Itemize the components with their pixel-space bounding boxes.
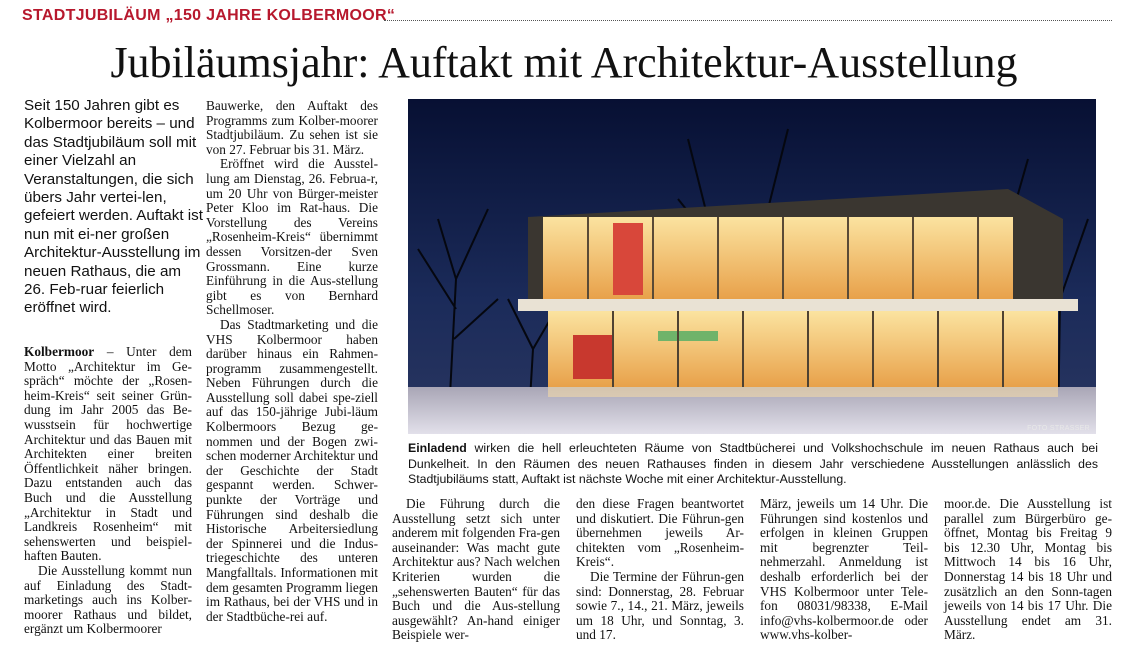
column-4-paragraph-1: den diese Fragen beantwortet und diskutiert. Die Führun-gen übernehmen jeweils Ar-chitekten vom „Rosenheim-Kreis“. [576, 496, 744, 570]
headline: Jubiläumsjahr: Auftakt mit Architektur-Ausstellung [110, 38, 1018, 87]
article-column-6 [944, 497, 1112, 643]
article-column-5 [760, 497, 928, 643]
column-2-paragraph-1: Bauwerke, den Auftakt des Programms zum Kolber-moorer Stadtjubiläum. Zu sehen ist sie von 27. Februar bis 31. März. [206, 98, 378, 157]
green-shelves [658, 331, 718, 341]
photo-credit: FOTO STRASSER [1027, 425, 1090, 432]
column-6-paragraph-1: moor.de. Die Ausstellung ist parallel zum Bürgerbüro ge-öffnet, Montag bis Freitag 9 bis 12.30 Uhr, Montag bis Mittwoch 14 bis 16 Uhr, Donnerstag 14 bis 18 Uhr und zusätzlich an den Sonn-tagen jeweils von 14 bis 17 Uhr. Die Ausstellung endet am 31. März. [944, 496, 1112, 643]
caption-lead: Einladend [408, 441, 467, 455]
ground-windows [548, 311, 1058, 387]
column-5-paragraph-1: März, jeweils um 14 Uhr. Die Führungen sind kostenlos und erfolgen in kleinen Gruppen mit begrenzter Teil-nehmerzahl. Anmeldung ist deshalb erforderlich bei der VHS Kolbermoor unter Tele-fon 08031/98338, E-Mail info@vhs-kolbermoor.de oder www.vhs-kolber- [760, 496, 928, 643]
caption-text: wirken die hell erleuchteten Räume von Stadtbücherei und Volkshochschule im neuen Rathaus auch bei Dunkelheit. In den Räumen des neuen Rathauses finden in diesem Jahr verschiedene Ausstellungen anlässlich des Stadtjubiläums statt, Auftakt ist nächste Woche mit einer Architektur-Ausstellung. [408, 441, 1098, 487]
kicker-row [22, 7, 1112, 29]
red-curtain [613, 223, 643, 295]
dotted-rule [384, 20, 1112, 21]
floor-slab [518, 299, 1078, 311]
article-column-4 [576, 497, 744, 643]
red-furniture [573, 335, 613, 379]
rathaus-illustration [408, 99, 1096, 434]
light-reflection [548, 387, 1058, 397]
article-column-3 [392, 497, 560, 643]
lead-paragraph: Seit 150 Jahren gibt es Kolbermoor bereits – und das Stadtjubiläum soll mit einer Vielzahl an Veranstaltungen, die sich übers Jahr vertei-len, gefeiert werden. Auftakt ist nun mit ei-ner großen Architektur-Ausstellung im neuen Rathaus, die am 26. Feb-ruar feierlich eröffnet wird. [24, 97, 203, 317]
column-2-paragraph-3: Das Stadtmarketing und die VHS Kolbermoor haben darüber hinaus ein Rahmen-programm zusammengestellt. Neben Führungen durch die Ausstellung soll dabei spe-ziell auf das 150-jährige Jubi-läum Kolbermoors Bezug ge-nommen und der Bogen zwi-schen moderner Architektur und der Geschichte der Stadt gespannt werden. Schwer-punkte der Vorträge und Führungen sind deshalb die Historische Arbeitersiedlung der Spinnerei und die Indus-triegeschichte des unteren Mangfalltals. Informationen mit dem gesamten Programm liegen im Rathaus, bei der VHS und in der Stadtbüche-rei auf. [206, 316, 378, 624]
column-1-paragraph-1 [24, 345, 192, 564]
column-4-paragraph-2: Die Termine der Führun-gen sind: Donnerstag, 28. Februar sowie 7., 14., 21. März, jeweils um 18 Uhr, und Sonntag, 3. und 17. [576, 568, 744, 643]
column-1-paragraph-2: Die Ausstellung kommt nun auf Einladung des Stadt-marketings auch ins Kolber-moorer Rathaus und bildet, ergänzt um Kolbermoorer [24, 562, 192, 637]
column-1-text-1: – Unter dem Motto „Architektur im Ge-spräch“ möchte der „Rosen-heim-Kreis“ seit seiner Grün-dung im Jahr 2005 das Be-wusstsein für hochwertige Architektur und das Bauen mit Architekten einer breiten Öffentlichkeit näher bringen. Dazu entstanden auch das Buch und die Ausstellung „Architektur in Stadt und Landkreis Rosenheim“ mit sehenswerten und beispiel-haften Bauten. [24, 344, 192, 564]
column-2-paragraph-2: Eröffnet wird die Ausstel-lung am Dienstag, 26. Februa-r, um 20 Uhr von Bürger-meister Peter Kloo im Rat-haus. Die Vorstellung des Vereins „Rosenheim-Kreis“ übernimmt dessen Vorsitzen-der Sven Grossmann. Eine kurze Einführung in die Aus-stellung gibt es von Bernhard Schellmoser. [206, 156, 378, 318]
dateline: Kolbermoor [24, 344, 95, 359]
rathaus-night-photo [408, 99, 1096, 434]
section-kicker: STADTJUBILÄUM „150 JAHRE KOLBERMOOR“ [22, 7, 396, 24]
article-column-2 [206, 99, 378, 624]
photo-caption [408, 441, 1098, 488]
column-3-paragraph-1: Die Führung durch die Ausstellung setzt sich unter anderem mit folgenden Fra-gen auseinander: Was macht gute Architektur aus? Nach welchen Kriterien wurden die „sehenswerten Bauten“ für das Buch und die Aus-stellung ausgewählt? An-hand einiger Beispiele wer- [392, 496, 560, 643]
article-column-1 [24, 345, 192, 637]
